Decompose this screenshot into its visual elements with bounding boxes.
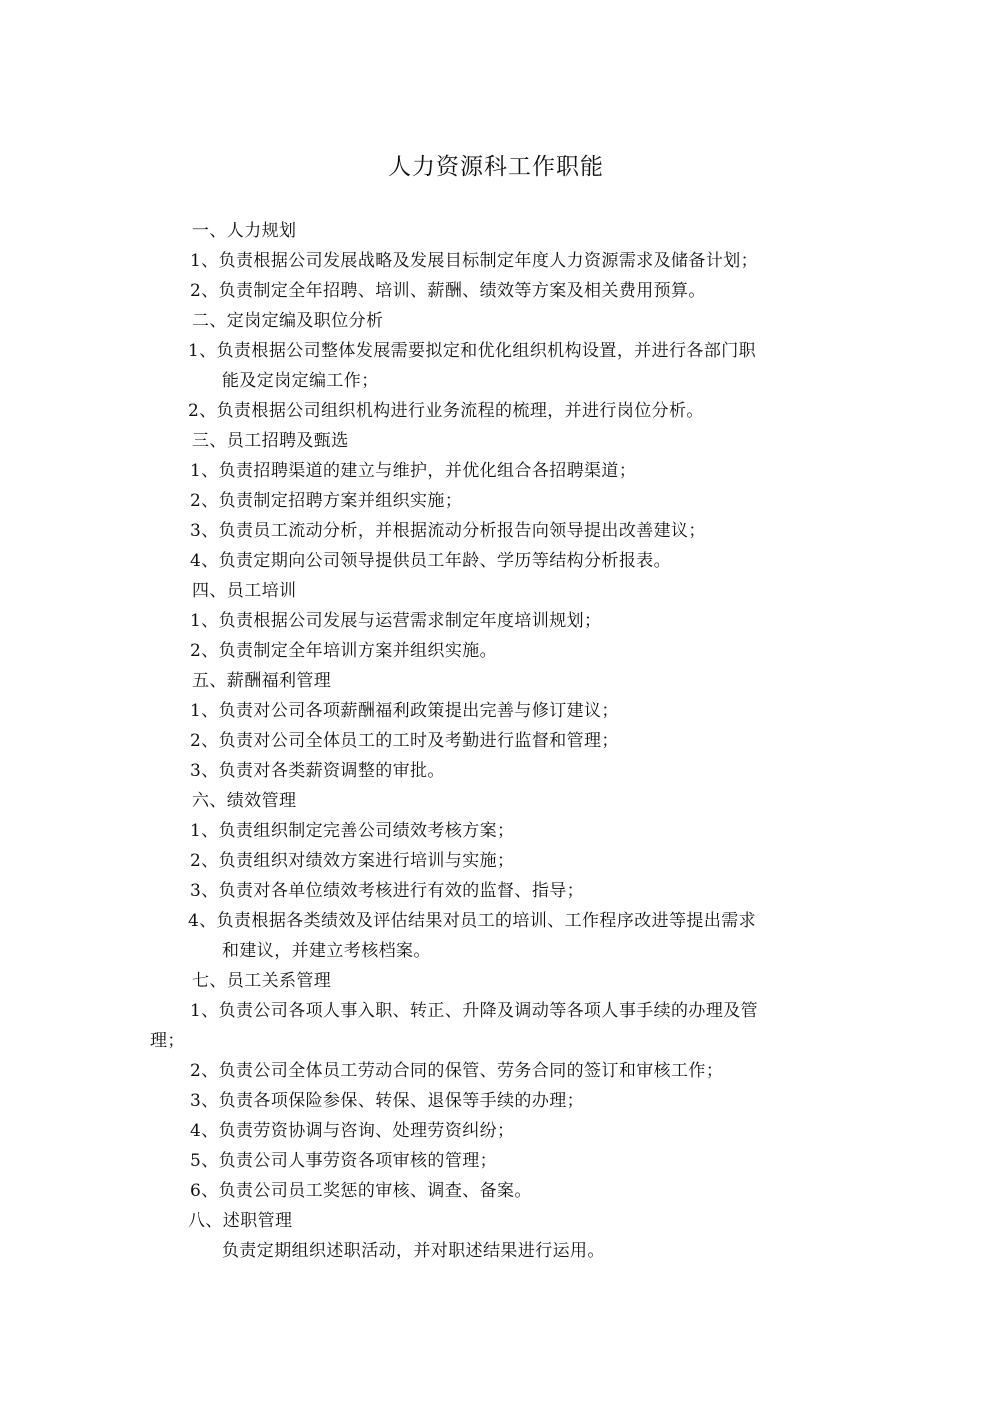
list-item: 2、负责制定招聘方案并组织实施； (190, 491, 463, 511)
list-item: 1、负责根据公司整体发展需要拟定和优化组织机构设置，并进行各部门职 (188, 341, 757, 361)
section-heading: 六、绩效管理 (192, 791, 297, 811)
paragraph: 负责定期组织述职活动，并对职述结果进行运用。 (222, 1241, 605, 1261)
list-item: 4、负责定期向公司领导提供员工年龄、学历等结构分析报表。 (190, 551, 672, 571)
list-item: 1、负责根据公司发展战略及发展目标制定年度人力资源需求及储备计划； (190, 251, 759, 271)
list-item: 2、负责组织对绩效方案进行培训与实施； (190, 851, 515, 871)
section-heading: 四、员工培训 (192, 581, 297, 601)
list-item-continuation: 和建议，并建立考核档案。 (222, 941, 431, 961)
section-heading: 七、员工关系管理 (192, 971, 332, 991)
list-item-continuation: 理； (150, 1031, 185, 1051)
list-item: 3、负责对各类薪资调整的审批。 (190, 761, 445, 781)
list-item: 4、负责根据各类绩效及评估结果对员工的培训、工作程序改进等提出需求 (188, 911, 757, 931)
list-item: 4、负责劳资协调与咨询、处理劳资纠纷； (190, 1121, 515, 1141)
list-item: 2、负责根据公司组织机构进行业务流程的梳理，并进行岗位分析。 (188, 401, 704, 421)
list-item: 3、负责员工流动分析，并根据流动分析报告向领导提出改善建议； (190, 521, 706, 541)
page-title: 人力资源科工作职能 (388, 154, 604, 180)
section-heading: 二、定岗定编及职位分析 (192, 311, 384, 331)
list-item: 5、负责公司人事劳资各项审核的管理； (190, 1151, 498, 1171)
list-item-continuation: 能及定岗定编工作； (222, 371, 379, 391)
section-heading: 五、薪酬福利管理 (192, 671, 332, 691)
list-item: 2、负责制定全年培训方案并组织实施。 (190, 641, 498, 661)
list-item: 1、负责根据公司发展与运营需求制定年度培训规划； (190, 611, 602, 631)
list-item: 2、负责对公司全体员工的工时及考勤进行监督和管理； (190, 731, 619, 751)
section-heading: 八、述职管理 (188, 1211, 293, 1231)
list-item: 1、负责公司各项人事入职、转正、升降及调动等各项人事手续的办理及管 (190, 1001, 759, 1021)
list-item: 1、负责招聘渠道的建立与维护，并优化组合各招聘渠道； (190, 461, 637, 481)
section-heading: 一、人力规划 (192, 221, 297, 241)
list-item: 1、负责对公司各项薪酬福利政策提出完善与修订建议； (190, 701, 619, 721)
list-item: 6、负责公司员工奖惩的审核、调查、备案。 (190, 1181, 532, 1201)
list-item: 3、负责各项保险参保、转保、退保等手续的办理； (190, 1091, 585, 1111)
list-item: 2、负责制定全年招聘、培训、薪酬、绩效等方案及相关费用预算。 (190, 281, 706, 301)
list-item: 1、负责组织制定完善公司绩效考核方案； (190, 821, 515, 841)
section-heading: 三、员工招聘及甄选 (192, 431, 349, 451)
list-item: 2、负责公司全体员工劳动合同的保管、劳务合同的签订和审核工作； (190, 1061, 724, 1081)
list-item: 3、负责对各单位绩效考核进行有效的监督、指导； (190, 881, 585, 901)
